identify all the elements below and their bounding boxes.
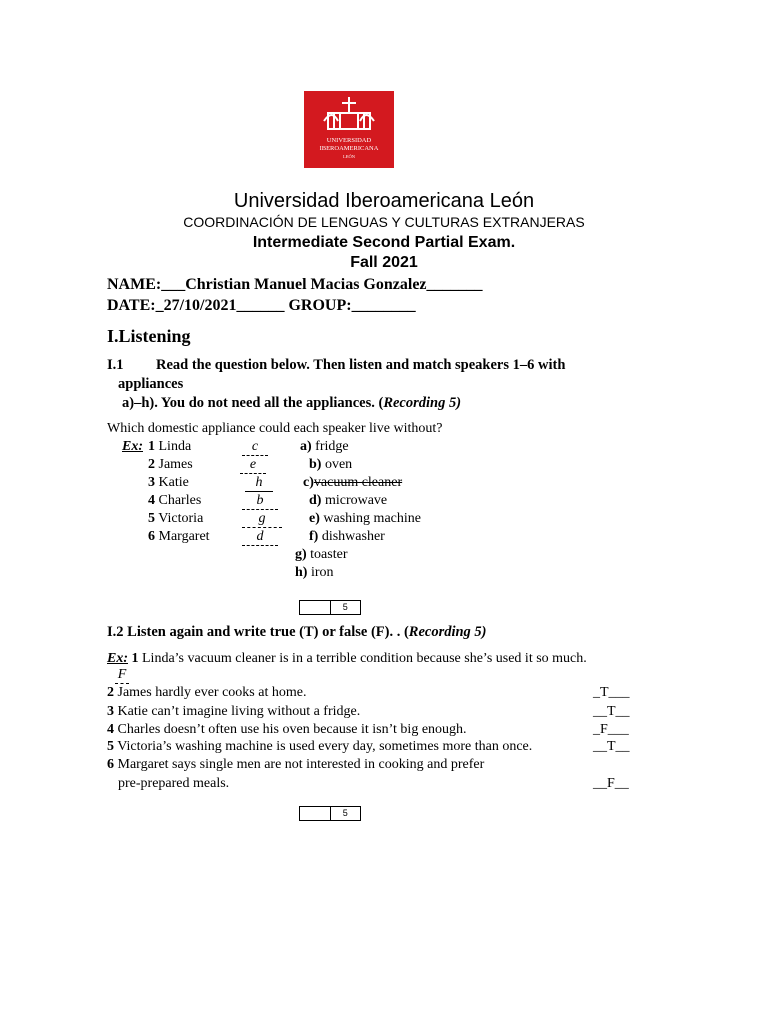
speaker-row: 3 Katie	[148, 475, 189, 490]
logo-line1: UNIVERSIDAD	[326, 137, 372, 144]
tf-example-answer: F	[115, 667, 129, 684]
tf-statement: 5 Victoria’s washing machine is used every day, sometimes more than once.	[107, 739, 533, 754]
tf-statement: 2 James hardly ever cooks at home.	[107, 685, 307, 700]
tf-statement: 3 Katie can’t imagine living without a fridge.	[107, 704, 361, 719]
score-total: 5	[330, 601, 361, 614]
university-title: Universidad Iberoamericana León	[233, 190, 535, 212]
q1-instruction-cont2: a)–h). You do not need all the appliances. (Recording 5)	[122, 395, 462, 411]
q2-title: I.2 Listen again and write true (T) or false (F). . (Recording 5)	[107, 624, 487, 640]
score-box	[299, 806, 361, 821]
score-cell-empty	[300, 807, 330, 820]
appliance-item: f) dishwasher	[309, 529, 385, 544]
tf-answer[interactable]: _T___	[593, 685, 630, 700]
tf-answer[interactable]: __T__	[593, 704, 630, 719]
answer-blank[interactable]: h	[245, 475, 273, 492]
speaker-row: 2 James	[148, 457, 193, 472]
recording-ref: Recording 5)	[383, 395, 462, 411]
score-total: 5	[330, 807, 361, 820]
date-group-line: DATE:_27/10/2021______ GROUP:________	[107, 297, 416, 314]
appliance-item: e) washing machine	[309, 511, 421, 526]
speaker-row: 5 Victoria	[148, 511, 204, 526]
department-title: COORDINACIÓN DE LENGUAS Y CULTURAS EXTRANJERAS	[183, 214, 585, 230]
answer-blank[interactable]: b	[242, 493, 278, 510]
appliance-item: g) toaster	[295, 547, 348, 562]
logo-line2: IBEROAMERICANA	[319, 145, 379, 152]
answer-blank[interactable]: g	[242, 511, 282, 528]
tf-answer[interactable]: _F___	[593, 722, 629, 737]
appliance-item: d) microwave	[309, 493, 388, 508]
tf-statement: 6 Margaret says single men are not interested in cooking and prefer	[107, 757, 485, 772]
score-box	[299, 600, 361, 615]
term-title: Fall 2021	[350, 254, 418, 271]
recording-ref: Recording 5)	[408, 624, 487, 640]
answer-blank[interactable]: e	[240, 457, 266, 474]
q1-instruction: Read the question below. Then listen and match speakers 1–6 with	[156, 357, 566, 373]
tf-statement: 4 Charles doesn’t often use his oven because it isn’t big enough.	[107, 722, 467, 737]
tf-example: Ex: 1 Linda’s vacuum cleaner is in a terrible condition because she’s used it so much.	[107, 651, 587, 666]
exam-title: Intermediate Second Partial Exam.	[252, 234, 516, 251]
university-logo	[304, 91, 394, 168]
name-line: NAME:___Christian Manuel Macias Gonzalez_______	[107, 276, 483, 293]
tf-answer[interactable]: __T__	[593, 739, 630, 754]
answer-blank[interactable]: c	[242, 439, 268, 456]
q1-instruction-cont: appliances	[118, 376, 184, 392]
logo-line3: LEÓN	[343, 154, 355, 159]
appliance-item: h) iron	[295, 565, 334, 580]
q1-number: I.1	[107, 357, 124, 373]
q1-question: Which domestic appliance could each speaker live without?	[107, 421, 443, 436]
speaker-row: 4 Charles	[148, 493, 202, 508]
ex-label: Ex:	[122, 439, 143, 454]
tf-answer[interactable]: __F__	[593, 776, 629, 791]
answer-blank[interactable]: d	[242, 529, 278, 546]
speaker-row: 1 Linda	[148, 439, 192, 454]
appliance-item: a) fridge	[300, 439, 349, 454]
score-cell-empty	[300, 601, 330, 614]
appliance-item: b) oven	[309, 457, 353, 472]
section-title: I.Listening	[107, 326, 191, 346]
speaker-row: 6 Margaret	[148, 529, 210, 544]
appliance-item: c)vacuum cleaner	[303, 475, 403, 490]
tf-statement-cont: pre-prepared meals.	[118, 776, 230, 791]
